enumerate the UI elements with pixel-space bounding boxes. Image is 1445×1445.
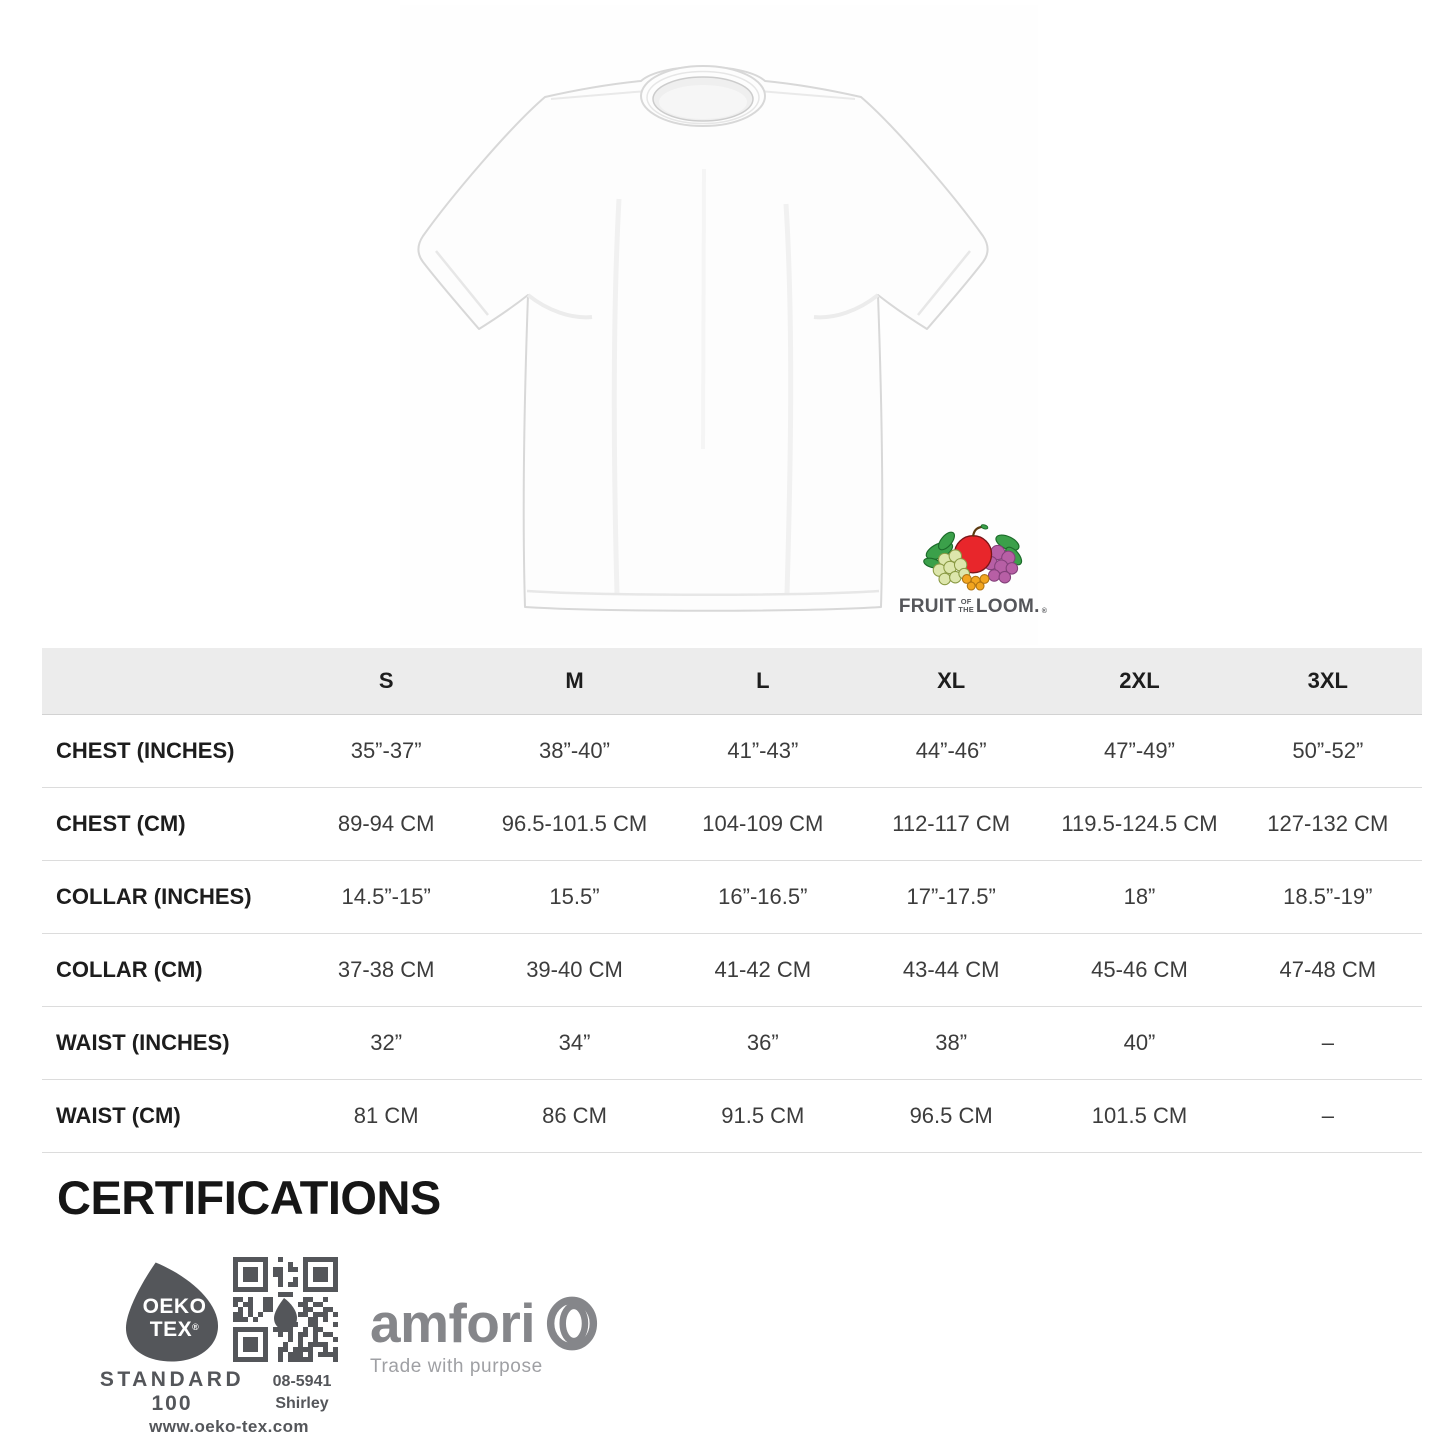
brand-word-of-the: OF THE (958, 597, 974, 614)
cell: 38” (857, 1007, 1045, 1080)
size-col-header-xl: XL (857, 648, 1045, 715)
amfori-rings-icon (546, 1296, 598, 1351)
cell: 44”-46” (857, 715, 1045, 788)
cell: 38”-40” (480, 715, 668, 788)
size-col-header-m: M (480, 648, 668, 715)
size-chart-corner-cell (42, 648, 292, 715)
cell: 37-38 CM (292, 934, 480, 1007)
certifications-heading: CERTIFICATIONS (57, 1171, 441, 1224)
cell: 43-44 CM (857, 934, 1045, 1007)
cell: 96.5 CM (857, 1080, 1045, 1153)
cell: 32” (292, 1007, 480, 1080)
cell: 119.5-124.5 CM (1045, 788, 1233, 861)
brand-logo-fruit-of-the-loom (898, 517, 1048, 617)
cell: 41-42 CM (669, 934, 857, 1007)
row-label: COLLAR (CM) (42, 934, 292, 1007)
cell: 16”-16.5” (669, 861, 857, 934)
size-chart-table (42, 648, 1422, 1153)
oeko-tex-certificate-info (252, 1371, 352, 1414)
row-label: COLLAR (INCHES) (42, 861, 292, 934)
cell: 96.5-101.5 CM (480, 788, 668, 861)
table-row-chest-cm (42, 788, 1422, 861)
table-row-waist-inches (42, 1007, 1422, 1080)
brand-word-fruit: FRUIT (898, 596, 957, 617)
size-col-header-2xl: 2XL (1045, 648, 1233, 715)
cell: 104-109 CM (669, 788, 857, 861)
cell: 18.5”-19” (1234, 861, 1422, 934)
table-row-waist-cm (42, 1080, 1422, 1153)
table-row-chest-inches (42, 715, 1422, 788)
certificate-name: Shirley (275, 1394, 329, 1412)
cell: 18” (1045, 861, 1233, 934)
cell: 81 CM (292, 1080, 480, 1153)
cell: 47”-49” (1045, 715, 1233, 788)
cell: – (1234, 1080, 1422, 1153)
size-chart-header-row (42, 648, 1422, 715)
table-row-collar-inches (42, 861, 1422, 934)
registered-mark: ® (192, 1322, 200, 1332)
cell: 17”-17.5” (857, 861, 1045, 934)
cell: – (1234, 1007, 1422, 1080)
row-label: CHEST (INCHES) (42, 715, 292, 788)
registered-mark: ® (1041, 608, 1048, 615)
row-label: CHEST (CM) (42, 788, 292, 861)
oeko-tex-standard-label: STANDARD 100 (99, 1368, 245, 1416)
cell: 35”-37” (292, 715, 480, 788)
cell: 112-117 CM (857, 788, 1045, 861)
oeko-tex-qr-code (233, 1257, 338, 1362)
cell: 91.5 CM (669, 1080, 857, 1153)
product-photo (400, 5, 1048, 645)
cell: 86 CM (480, 1080, 668, 1153)
cell: 89-94 CM (292, 788, 480, 861)
brand-wordmark (898, 596, 1048, 617)
cell: 14.5”-15” (292, 861, 480, 934)
oeko-tex-url: www.oeko-tex.com (149, 1417, 309, 1436)
brand-word-loom: LOOM. (975, 596, 1040, 617)
cell: 36” (669, 1007, 857, 1080)
cell: 41”-43” (669, 715, 857, 788)
cell: 39-40 CM (480, 934, 668, 1007)
row-label: WAIST (CM) (42, 1080, 292, 1153)
cell: 50”-52” (1234, 715, 1422, 788)
cell: 101.5 CM (1045, 1080, 1233, 1153)
cell: 47-48 CM (1234, 934, 1422, 1007)
cell: 40” (1045, 1007, 1233, 1080)
cell: 15.5” (480, 861, 668, 934)
amfori-wordmark: amfori (370, 1291, 536, 1354)
amfori-tagline: Trade with purpose (370, 1356, 543, 1377)
oeko-tex-logo (122, 1258, 221, 1364)
certifications-section (0, 1170, 1445, 1445)
oeko-tex-logo-text: OEKO TEX® (142, 1294, 207, 1341)
size-col-header-l: L (669, 648, 857, 715)
size-col-header-3xl: 3XL (1234, 648, 1422, 715)
certificate-code: 08-5941 (272, 1373, 332, 1390)
amfori-logo (370, 1291, 598, 1378)
size-col-header-s: S (292, 648, 480, 715)
cell: 127-132 CM (1234, 788, 1422, 861)
table-row-collar-cm (42, 934, 1422, 1007)
cell: 34” (480, 1007, 668, 1080)
fruit-cluster-icon (920, 517, 1026, 595)
cell: 45-46 CM (1045, 934, 1233, 1007)
row-label: WAIST (INCHES) (42, 1007, 292, 1080)
